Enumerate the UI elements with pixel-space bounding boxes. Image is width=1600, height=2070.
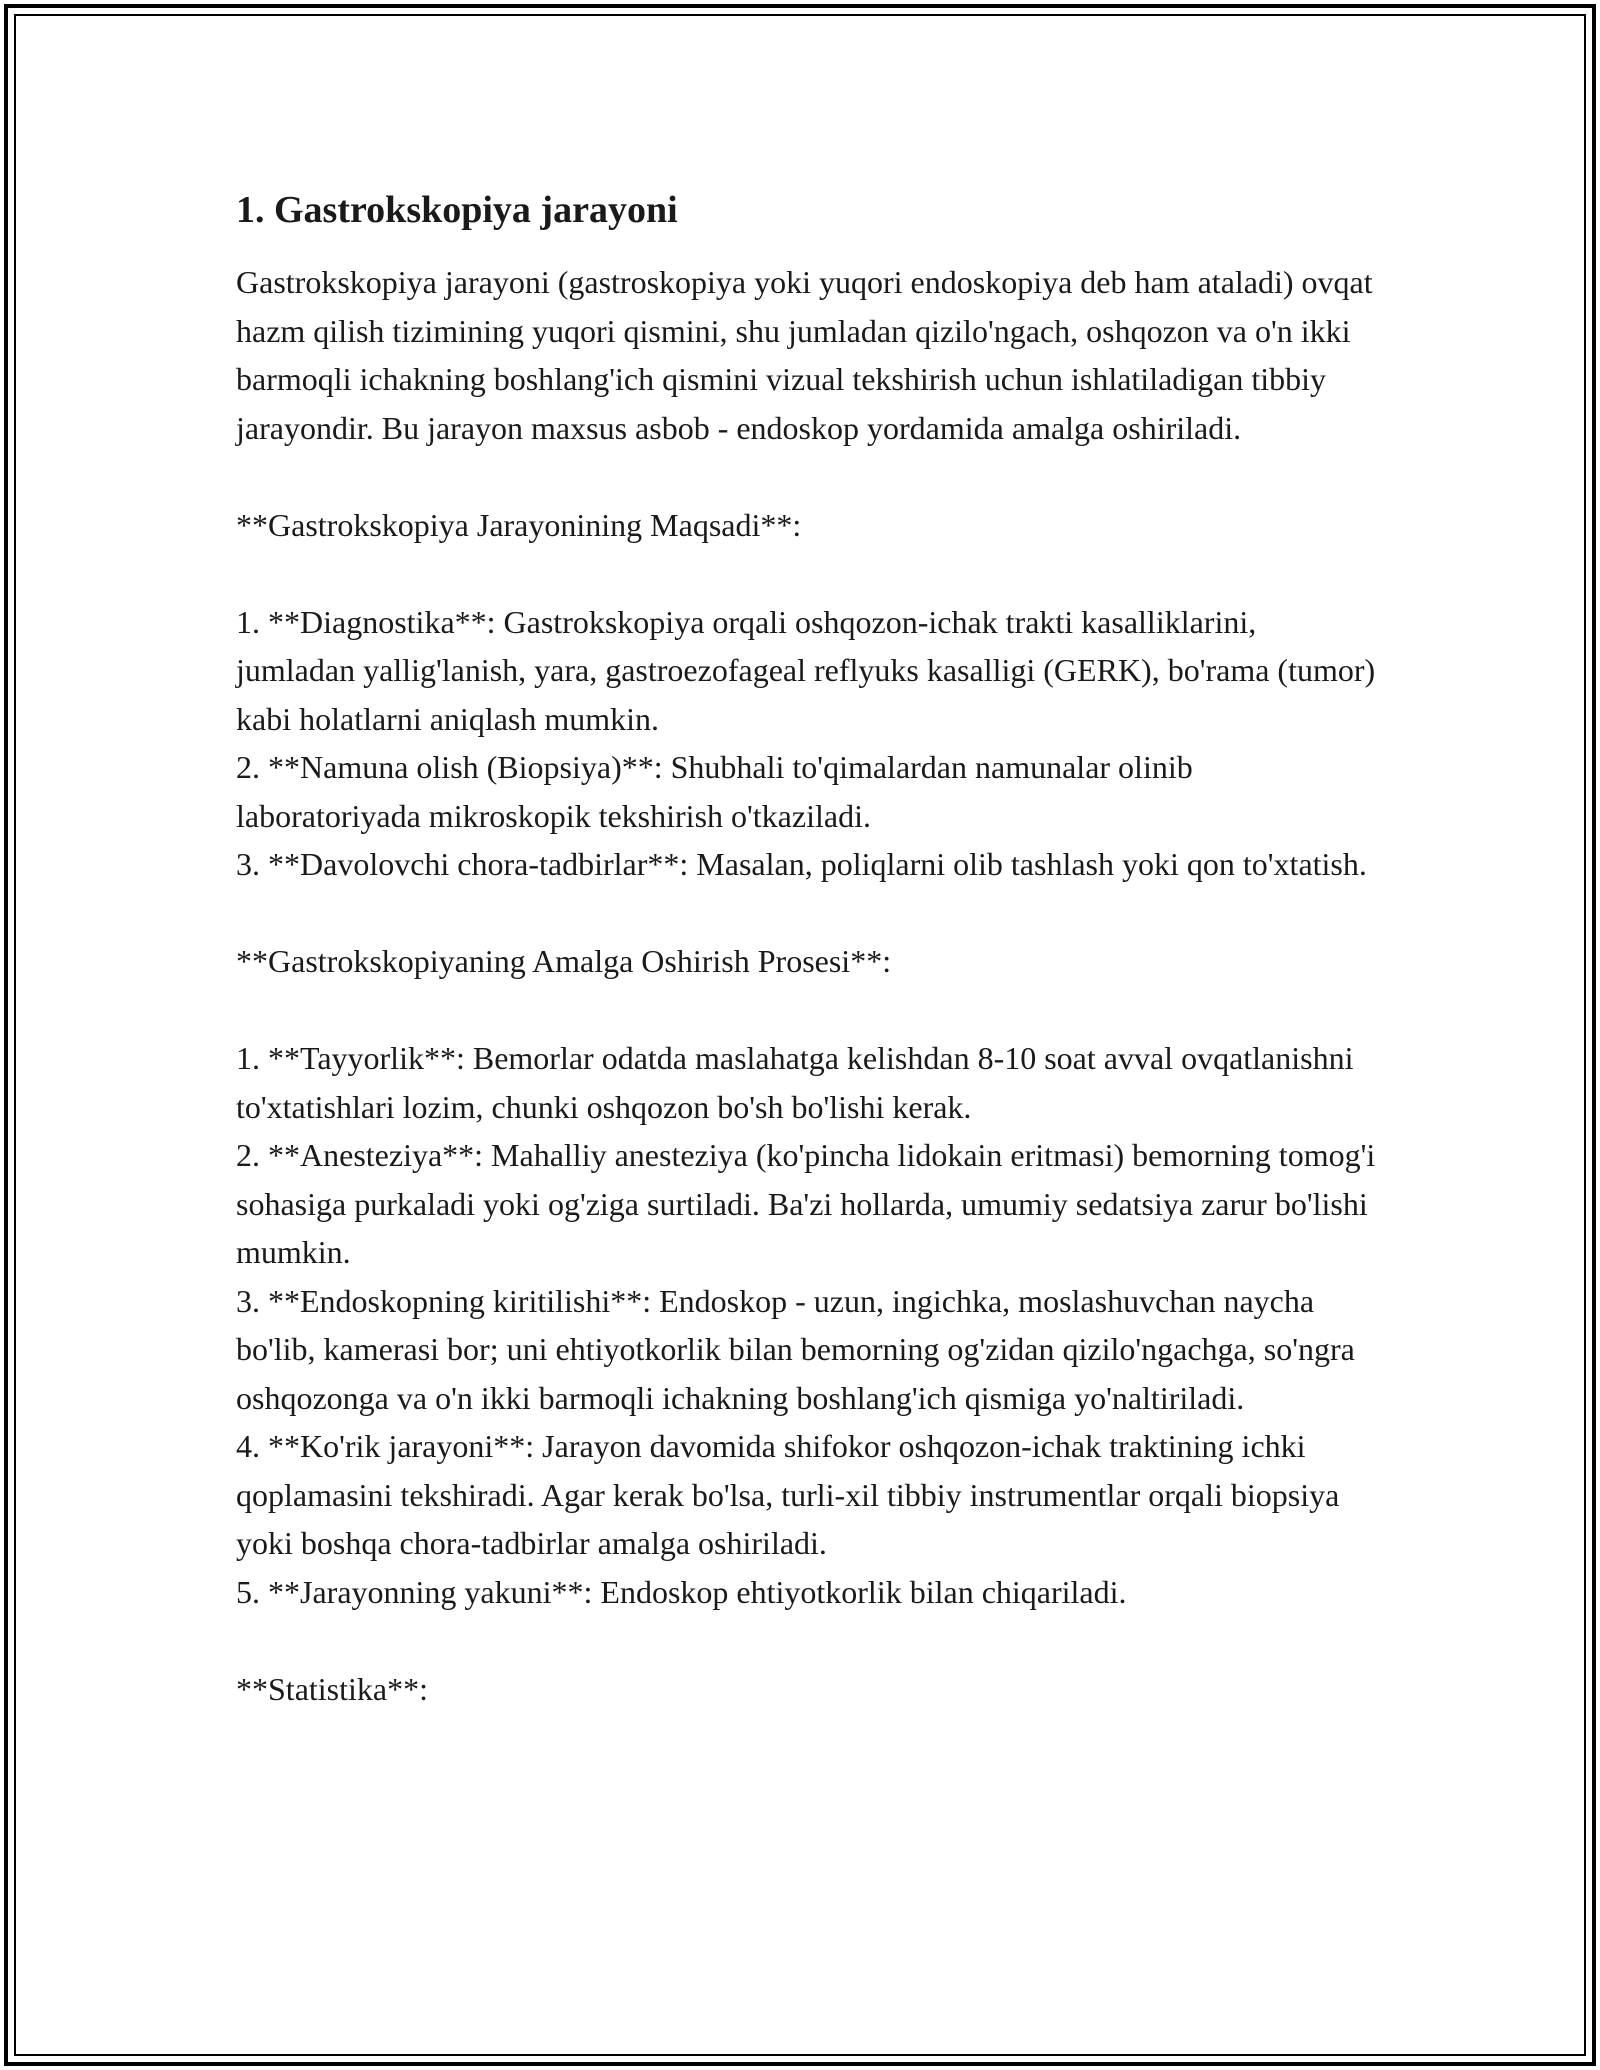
purpose-item-diagnostics: 1. **Diagnostika**: Gastrokskopiya orqali oshqozon-ichak trakti kasalliklarini, jumladan yallig'lanish, yara, gastroezofageal reflyuks kasalligi (GERK), bo'rama (tumor) kabi holatlarni aniqlash mumkin. bbox=[236, 603, 1384, 737]
spacer bbox=[236, 452, 1376, 501]
document-title: 1. Gastrokskopiya jarayoni bbox=[236, 189, 678, 231]
process-item-examination: 4. **Ko'rik jarayoni**: Jarayon davomida shifokor oshqozon-ichak traktining ichki qoplamasini tekshiradi. Agar kerak bo'lsa, turli-xil tibbiy instrumentlar orqali biopsiya yoki boshqa chora-tadbirlar amalga oshiriladi. bbox=[236, 1428, 1348, 1561]
spacer bbox=[236, 1616, 1376, 1665]
document-body bbox=[236, 186, 1384, 1713]
purpose-item-treatment: 3. **Davolovchi chora-tadbirlar**: Masalan, poliqlarni olib tashlash yoki qon to'xtatish. bbox=[236, 846, 1367, 882]
process-item-completion: 5. **Jarayonning yakuni**: Endoskop ehtiyotkorlik bilan chiqariladi. bbox=[236, 1573, 1127, 1610]
process-heading: **Gastrokskopiyaning Amalga Oshirish Prosesi**: bbox=[236, 943, 892, 979]
spacer bbox=[236, 889, 1376, 938]
spacer bbox=[236, 549, 1376, 598]
process-item-anesthesia: 2. **Anesteziya**: Mahalliy anesteziya (ko'pincha lidokain eritmasi) bemorning tomog'i sohasiga purkaladi yoki og'ziga surtiladi. Ba'zi hollarda, umumiy sedatsiya zarur bo'lishi mumkin. bbox=[236, 1137, 1384, 1270]
spacer bbox=[236, 986, 1376, 1035]
purpose-heading: **Gastrokskopiya Jarayonining Maqsadi**: bbox=[236, 506, 802, 543]
process-item-preparation: 1. **Tayyorlik**: Bemorlar odatda maslahatga kelishdan 8-10 soat avval ovqatlanishni to'xtatishlari lozim, chunki oshqozon bo'sh bo'lishi kerak. bbox=[236, 1040, 1362, 1125]
purpose-item-biopsy: 2. **Namuna olish (Biopsiya)**: Shubhali to'qimalardan namunalar olinib laboratoriyada mikroskopik tekshirish o'tkaziladi. bbox=[236, 749, 1201, 834]
intro-paragraph: Gastrokskopiya jarayoni (gastroskopiya yoki yuqori endoskopiya deb ham ataladi) ovqat hazm qilish tizimining yuqori qismini, shu jumladan qizilo'ngach, oshqozon va o'n ikki barmoqli ichakning boshlang'ich qismini vizual tekshirish uchun ishlatiladigan tibbiy jarayondir. Bu jarayon maxsus asbob - endoskop yordamida amalga oshiriladi. bbox=[236, 264, 1381, 446]
stats-heading: **Statistika**: bbox=[236, 1670, 428, 1707]
process-item-insertion: 3. **Endoskopning kiritilishi**: Endoskop - uzun, ingichka, moslashuvchan naycha bo'lib, kamerasi bor; uni ehtiyotkorlik bilan bemorning og'zidan qizilo'ngachga, so'ngra oshqozonga va o'n ikki barmoqli ichakning boshlang'ich qismiga yo'naltiriladi. bbox=[236, 1282, 1363, 1416]
